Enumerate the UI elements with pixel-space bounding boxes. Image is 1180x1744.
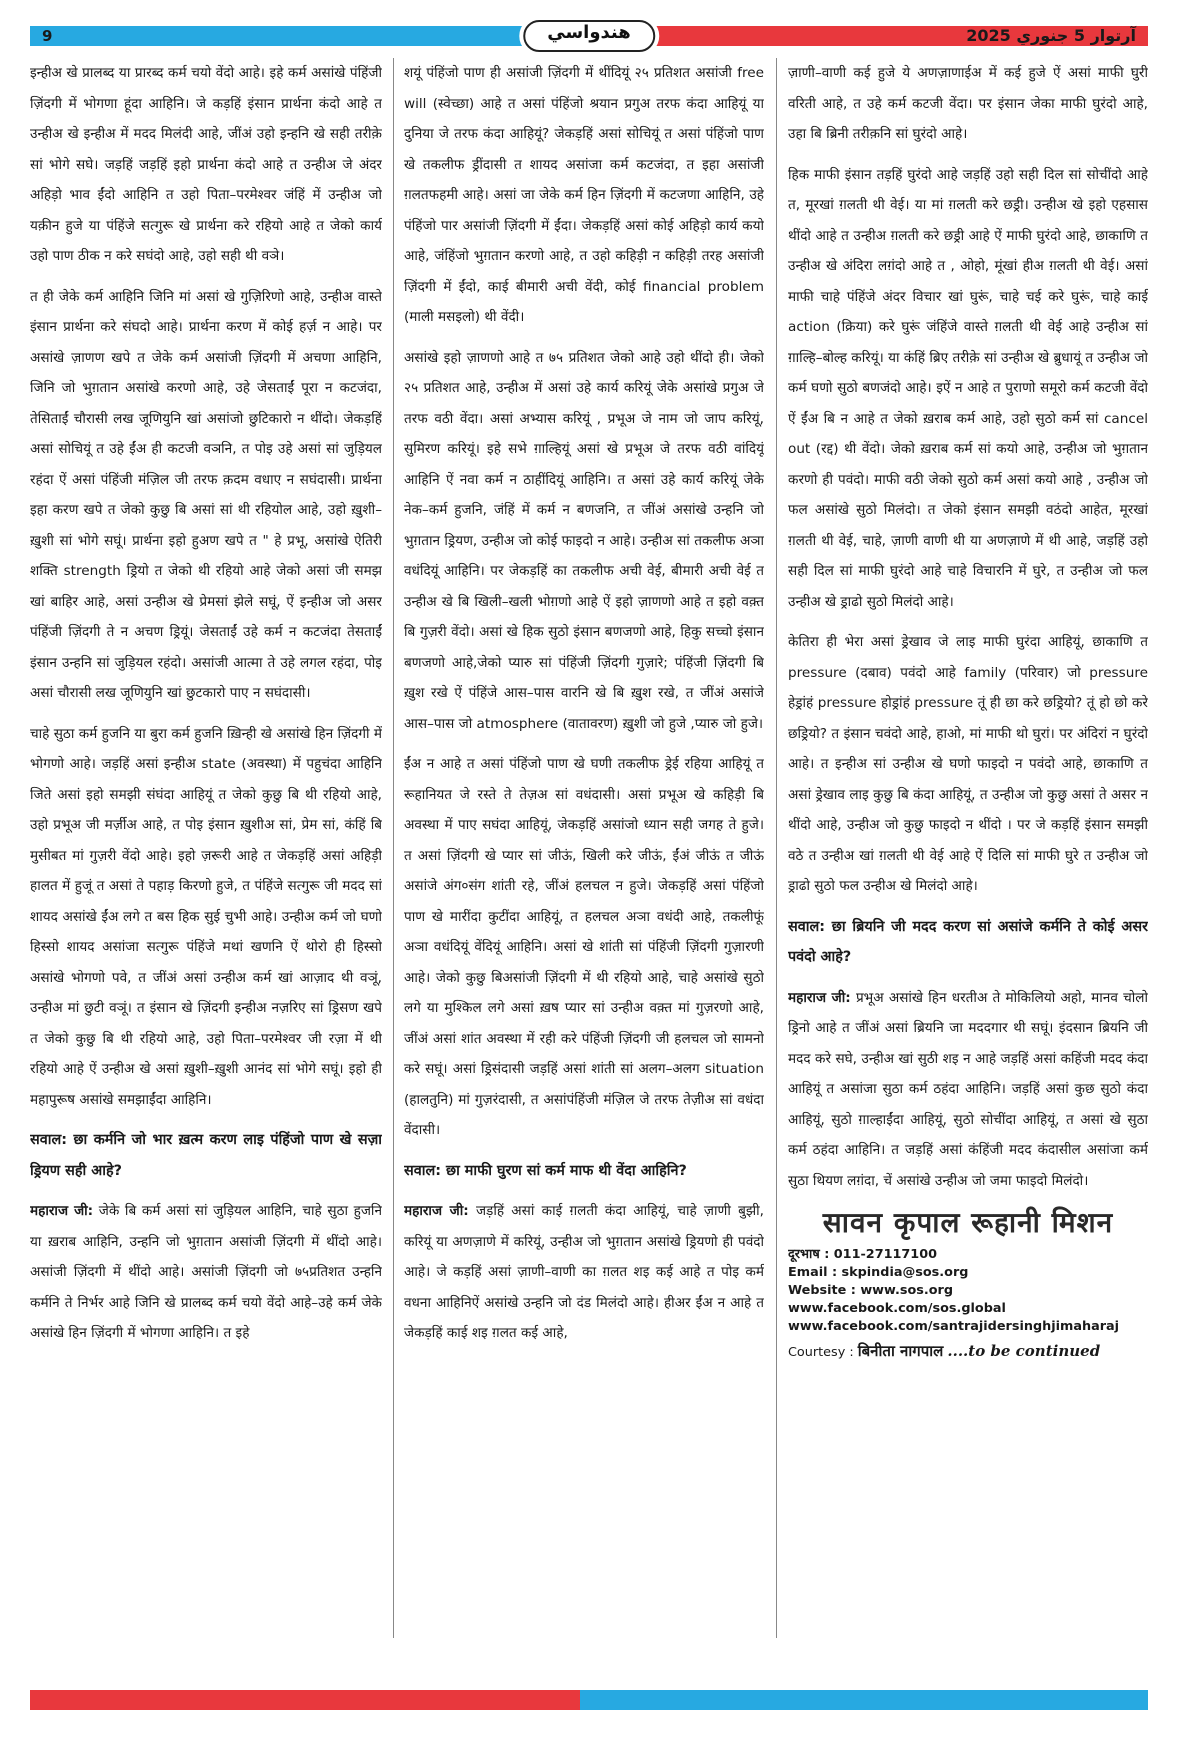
footer-bar xyxy=(30,1690,1148,1710)
courtesy-line xyxy=(788,1340,1148,1364)
footer-red-band xyxy=(30,1690,580,1710)
paragraph: केतिरा ही भेरा असां ड्रेखाव जे लाइ माफी घुरंदा आहियूं, छाकाणि त pressure (दबाव) पवंदो आहे family (परिवार) जो pressure हेड्रांहं pressure होड्रांहं pressure तूं ही छा करे छड्रियो? तूं हो छो करे छड्रियो? त इंसान चवंदो आहे, हाओ, मां माफी थो घुरां। पर अंदिरां न घुरंदो आहे। त इन्हीअ सां उन्हीअ खे घणो फाइदो न पवंदो आहे, छाकाणि त असां ड्रेखाव लाइ कुछु बि कंदा आहियूं, त उन्हीअ जो कुछु असां ते असर न थींदो आहे, उन्हीअ जो कुछु फाइदो न थींदो । पर जे कड़हिं इंसान समझी वठे त उन्हीअ खां ग़लती थी वेई आहे ऐं दिलि सां माफी घुरे त उन्हीअ जो ड्राढो सुठो फल उन्हीअ खे मिलंदो आहे। xyxy=(788,634,1148,894)
courtesy-label: Courtesy : xyxy=(788,1345,854,1360)
speaker-label: महाराज जी: xyxy=(788,989,851,1006)
column-1 xyxy=(30,58,382,1638)
paragraph: ईंअ न आहे त असां पंहिंजो पाण खे घणी तकलीफ ड्रेई रहिया आहियूं त रूहानियत जे रस्ते ते तेज़अ सां वधंदासी। असां प्रभूअ खे कहिड़ी बि अवस्था में पाए सघंदा आहियूं, जेकड़हिं असांजो ध्यान सही जगह ते हुजे। त असां ज़िंदगी खे प्यार सां जीऊं, खिली करे जीऊं, ईंअं जीऊं त जीऊं असांजे अंग०संग शांती रहे, जींअं हलचल न हुजे। जेकड़हिं असां पंहिंजो पाण खे मारींदा कुटींदा आहियूं, त हलचल अञा वधंदी आहे, तकलीफूं अञा वधंदियूं वेंदियूं आहिनि। असां खे शांती सां पंहिंजी ज़िंदगी गुज़ारणी आहे। जेको कुछु बिअसांजी ज़िंदगी में थी रहियो आहे, चाहे असांखे सुठो लगे या मुश्किल लगे असां ख़ष प्यार सां उन्हीअ वक़्त मां गुज़रणो आहे, जींअं असां शांत अवस्था में रही करे पंहिंजी ज़िंदगी जी हलचल जो सामनो करे सघूं। असां ड्रिसंदासी जड़हिं असां शांती सां अलग–अलग situation (हालतुनि) मां गुज़रंदासी, त असांपंहिंजी मंज़िल जे तरफ तेज़ीअ सां वधंदा वेंदासी। xyxy=(404,756,764,1138)
speaker-label: महाराज जी: xyxy=(30,1203,94,1219)
article-body xyxy=(30,58,1148,1638)
paragraph: त ही जेके कर्म आहिनि जिनि मां असां खे गुज़िरिणो आहे, उन्हीअ वास्ते इंसान प्रार्थना करे संघदो आहे। प्रार्थना करण में कोई हर्ज़ न आहे। पर असांखे ज़ाणण खपे त जेके कर्म असांजी ज़िंदगी में अचणा आहिनि, जिनि जो भुग़तान असांखे करणो आहे, उहे जेसताईं पूरा न कटजंदा, तेसिताईं चौरासी लख जूणियुनि खां असांजो छुटिकारो न थींदो। जेकड़हिं असां सोचियूं त उहे ईंअ ही कटजी वञनि, त पोइ उहे असां सां जुड़ियल रहंदा ऐं असां पंहिंजी मंज़िल जी तरफ क़दम वधाए न सघंदासी। प्रार्थना इहा करण खपे त जेको कुछु बि असां सां थी रहियोल आहे, उहो ख़ुशी–ख़ुशी सां भोगे सघूं। प्रार्थना इहो हुअण खपे त " हे प्रभू, असांखे ऐतिरी शक्ति strength ड्रियो त जेको थी रहियो आहे जेको असां जी समझ खां बाहिर आहे, असां उन्हीअ खे प्रेमसां झेले सघूं, ऐं इन्हीअ जो असर पंहिंजी ज़िंदगी ते न अचण ड्रियूं। जेसताईं उहे कर्म न कटजंदा तेसताईं इंसान उन्हनि सां जुड़ियल रहंदो। असांजी आत्मा ते उहे लगल रहंदा, पोइ असां चौरासी लख जूणियुनि खां छुटकारो पाए न सघंदासी। xyxy=(30,288,382,701)
speaker-label: महाराज जी: xyxy=(404,1203,469,1219)
header-blue-band xyxy=(30,26,550,46)
question-heading: सवाल: छा ब्रियनि जी मदद करण सां असांजे कर्मनि ते कोई असर पवंदो आहे? xyxy=(788,918,1148,965)
to-be-continued: ....to be continued xyxy=(947,1342,1101,1360)
paragraph: असांखे इहो ज़ाणणो आहे त ७५ प्रतिशत जेको आहे उहो थींदो ही। जेको २५ प्रतिशत आहे, उन्हीअ में असां उहे कार्य करियूं जेके असांखे प्रगुअ जे तरफ वठी वेंदा। असां अभ्यास करियूं , प्रभूअ जे नाम जो जाप करियूं, सुमिरण करियूं। इहे सभे ग़ाल्हियूं असां खे प्रभूअ जे तरफ वठी वांदियूं आहिनि ऐं नवा कर्म न ठाहींदियूं आहिनि। त असां उहे कार्य करियूं जेके नेक–कर्म हुजनि, जंहिं में कर्म न बणजनि, त जींअं असांखे उन्हनि जो भुग़तान ड्रियण, उन्हीअ जो कोई फाइदो न आहे। उन्हीअ सां तकलीफ अञा वधंदियूं आहिनि। पर जेकड़हिं का तकलीफ अची वेई, बीमारी अची वेई त उन्हीअ खे बि खिली–खली भोग़णो आहे ऐं इहो ज़ाणणो आहे त इहो वक़्त बि गुज़री वेंदो। असां खे हिक सुठो इंसान बणजणो आहे, हिकु सच्चो इंसान बणजणो आहे,जेको प्यारु सां पंहिंजी ज़िंदगी गुज़ारे; पंहिंजी ज़िंदगी बि ख़ुश रखे ऐं पंहिंजे आस–पास वारनि खे बि ख़ुश रखे, त जींअं असांजे आस–पास जो atmosphere (वातावरण) ख़ुशी जो हुजे ,प्यारु जो हुजे। xyxy=(404,349,764,732)
paragraph: शयूं पंहिंजो पाण ही असांजी ज़िंदगी में थींदियूं २५ प्रतिशत असांजी free will (स्वेच्छा) आहे त असां पंहिंजो श्रयान प्रगुअ तरफ कंदा आहियूं या दुनिया जे तरफ कंदा आहियूं? जेकड़हिं असां सोचियूं त असां पंहिंजो पाण खे तकलीफ ड्रींदासी त शायद असांजा कर्म कटजंदा, त इहा असांजी ग़लतफहमी आहे। असां जा जेके कर्म हिन ज़िंदगी में कटजणा आहिनि, उहे पंहिंजो पार असांजी ज़िंदगी में ईंदा। जेकड़हिं असां कोई अहिड़ो कार्य कयो आहे, जंहिंजो भुग़तान करणो आहे, त उहो कहिड़ी न कहिड़ी तरह असांजी ज़िंदगी में ईंदो, काई बीमारी अची वेंदी, कोई financial problem (माली मसइलो) थी वेंदी। xyxy=(404,65,764,325)
header-bar xyxy=(30,22,1148,46)
answer-text: जेके बि कर्म असां सां जुड़ियल आहिनि, चाहे सुठा हुजनि या ख़राब आहिनि, उन्हनि जो भुग़तान असांजी ज़िंदगी में थींदो आहे। असांजी ज़िंदगी में थींदो आहे। असांजी ज़िंदगी जो ७५प्रतिशत उन्हनि कर्मनि ते निर्भर आहे जिनि खे प्रालब्द कर्म चयो वेंदो आहे–उहे कर्म जेके असांखे हिन ज़िंदगी में भोगणा आहिनि। त इहे xyxy=(30,1203,382,1341)
column-divider xyxy=(393,58,394,1638)
issue-date: آرتوار 5 جنوري 2025 xyxy=(966,26,1136,45)
paragraph: चाहे सुठा कर्म हुजनि या बुरा कर्म हुजनि ख़िन्ही खे असांखे हिन ज़िंदगी में भोगणो आहे। जड़हिं असां इन्हीअ state (अवस्था) में पहुचंदा आहिनि जिते असां इहो समझी संघंदा आहियूं त जेको कुछु बि थी रहियो आहे, उहो प्रभूअ जी मर्ज़ीअ आहे, त पोइ इंसान ख़ुशीअ सां, प्रेम सां, कंहिं बि मुसीबत मां गुज़री वेंदो आहे। इहो ज़रूरी आहे त जेकड़हिं असां अहिड़ी हालत में हुजूं त असां ते पहाड़ किरणो हुजे, त पंहिंजे सत्गुरू जी मदद सां शायद असांखे ईंअ लगे त बस हिक सुई चुभी आहे। उन्हीअ कर्म जो घणो हिस्सो शायद असांजा सत्गुरू पंहिंजे मथां खणनि ऐं थोरो ही हिस्सो असांखे भोगणो पवे, त जींअं असां उन्हीअ कर्म खां आज़ाद थी वञूं, उन्हीअ मां छुटी वञूं। त इंसान खे ज़िंदगी इन्हीअ नज़रिए सां ड्रिसण खपे त जेको कुछु बि थी रहियो आहे, उहो पिता–परमेश्वर जी रज़ा में थी रहियो आहे ऐं उन्हीअ खे असां ख़ुशी–ख़ुशी आनंद सां भोगे सघूं। इहो ही महापुरूष असांखे समझाईंदा आहिनि। xyxy=(30,725,382,1108)
answer-paragraph xyxy=(404,1196,764,1349)
answer-text: प्रभूअ असांखे हिन धरतीअ ते मोकिलियो अहो, मानव चोलो ड्रिनो आहे त जींअं असां ब्रियनि जा मददगार थी सघूं। इंदसान ब्रियनि जी मदद करे सघे, उन्हीअ खां सुठी शइ न आहे जड़हिं असां कहिंजी मदद कंदा आहियूं त असांजा सुठा कर्म ठहंदा आहिनि। जड़हिं असां कुछ सुठो कंदा आहियूं, सुठो ग़ाल्हाईंदा आहियूं, सुठो सोचींदा आहियूं, त असां खे सुठा कर्म ठहंदा आहिनि। त जड़हिं असां कंहिंजी मदद कंदासील असांजा कर्म सुठा थियण लग़ंदा, चें असांखे उन्हीअ जो जमा फाइदो मिलंदो। xyxy=(788,989,1148,1189)
facebook-link[interactable]: www.facebook.com/sos.global xyxy=(788,1301,1006,1316)
newspaper-masthead: هندواسي xyxy=(523,20,655,52)
phone-number: दूरभाष : 011-27117100 xyxy=(788,1247,938,1262)
question-heading: सवाल: छा माफी घुरण सां कर्म माफ थी वेंदा आहिनि? xyxy=(404,1162,687,1179)
paragraph: इन्हीअ खे प्रालब्द या प्रारब्द कर्म चयो वेंदो आहे। इहे कर्म असांखे पंहिंजी ज़िंदगी में भोगणा हूंदा आहिनि। जे कड़हिं इंसान प्रार्थना कंदो आहे त उन्हीअ खे इन्हीअ में मदद मिलंदी आहे, जींअं उहो इन्हनि खे सही तरीक़े सां भोगे सघे। जड़हिं जड़हिं इहो प्रार्थना कंदो आहे त उन्हीअ जे अंदर अहिड़ो भाव ईंदो आहिनि त उहो पिता–परमेश्वर जंहिं में उन्हीअ जो यक़ीन हुजे या पंहिंजे सत्गुरू खे प्रार्थना करे रहियो आहे त जेको कार्य उहो पाण ठीक न करे सघंदो आहे, उहो सही थी वञे। xyxy=(30,65,382,264)
email-address: Email : skpindia@sos.org xyxy=(788,1265,969,1280)
courtesy-name: बिनीता नागपाल xyxy=(857,1342,944,1360)
answer-paragraph xyxy=(30,1196,382,1349)
question-heading: सवाल: छा कर्मनि जो भार ख़त्म करण लाइ पंहिंजो पाण खे सज़ा ड्रियण सही आहे? xyxy=(30,1132,382,1179)
paragraph: ज़ाणी–वाणी कई हुजे ये अणज़ाणाईअ में कई हुजे ऐं असां माफी घुरी वरिती आहे, त उहे कर्म कटजी वेंदा। पर इंसान जेका माफी घुरंदो आहे, उहा बि ब्रिनी तरीक़नि सां घुरंदो आहे। xyxy=(788,65,1148,142)
website-link[interactable]: Website : www.sos.org xyxy=(788,1283,953,1298)
column-2 xyxy=(404,58,764,1638)
column-3 xyxy=(788,58,1148,1638)
contact-block xyxy=(788,1246,1148,1336)
facebook-link[interactable]: www.facebook.com/santrajidersinghjimaharaj xyxy=(788,1319,1120,1334)
answer-text: जड़हिं असां काई ग़लती कंदा आहियूं, चाहे ज़ाणी बुझी, करियूं या अणज़ाणे में करियूं, उन्हीअ जो भुग़तान असांखे ड्रियणो ही पवंदो आहे। जे कड़हिं असां ज़ाणी–वाणी का ग़लत शइ कई आहे त पोइ कर्म वधना आहिनिऐं असांखे उन्हनि जो दंड मिलंदो आहे। हीअर ईंअ न आहे त जेकड़हिं काई शइ ग़लत कई आहे, xyxy=(404,1203,764,1341)
page-number: 9 xyxy=(42,27,53,45)
answer-paragraph xyxy=(788,983,1148,1197)
paragraph: हिक माफी इंसान तड़हिं घुरंदो आहे जड़हिं उहो सही दिल सां सोचींदो आहे त, मूरखां ग़लती थी वेई। या मां ग़लती करे छड्री। उन्हीअ खे इहो एहसास थींदो आहे त उन्हीअ ग़लती करे छड्री आहे ऐं माफी घुरंदो आहे, छाकाणि त उन्हीअ खे अंदिरा लग़ंदो आहे त , ओहो, मूंखां हीअ ग़लती थी वेई। असां माफी चाहे पंहिंजे अंदर विचार खां घुरूं, चाहे चई करे घुरूं, चाहे काई action (क्रिया) करे घुरूं जंहिंजे वास्ते ग़लती थी वेई आहे उन्हीअ सां ग़ाल्हि–बोल्ह करियूं। या कंहिं ब्रिए तरीक़े सां उन्हीअ खे ब्रुधायूं त उन्हीअ जो कर्म घणो सुठो बणजंदो आहे। इऐं न आहे त पुराणो समूरो कर्म कटजी वेंदो ऐं ईंअ बि न आहे त जेको ख़राब कर्म आहे, उहो सुठो कर्म सां cancel out (रद्द) थी वेंदो। जेको ख़राब कर्म सां कयो आहे, उन्हीअ जो भुग़तान करणो ही पवंदो। माफी वठी जेको सुठो कर्म असां कयो आहे , उन्हीअ जो फल असांखे सुठो मिलंदो। त जेको इंसान समझी वठंदो आहेत, मूरखां ग़लती थी वेई, चाहे, ज़ाणी वाणी थी या अणज़ाणे में थी आहे, जड़हिं उहो सही दिल सां माफी घुरंदो आहे चाहे विचारनि में घुरे, त उन्हीअ जो फल उन्हीअ खे ड्राढो सुठो मिलंदो आहे। xyxy=(788,166,1148,610)
mission-title: सावन कृपाल रूहानी मिशन xyxy=(822,1206,1114,1239)
header-red-band xyxy=(628,26,1148,46)
footer-blue-band xyxy=(580,1690,1148,1710)
column-divider xyxy=(776,58,777,1638)
